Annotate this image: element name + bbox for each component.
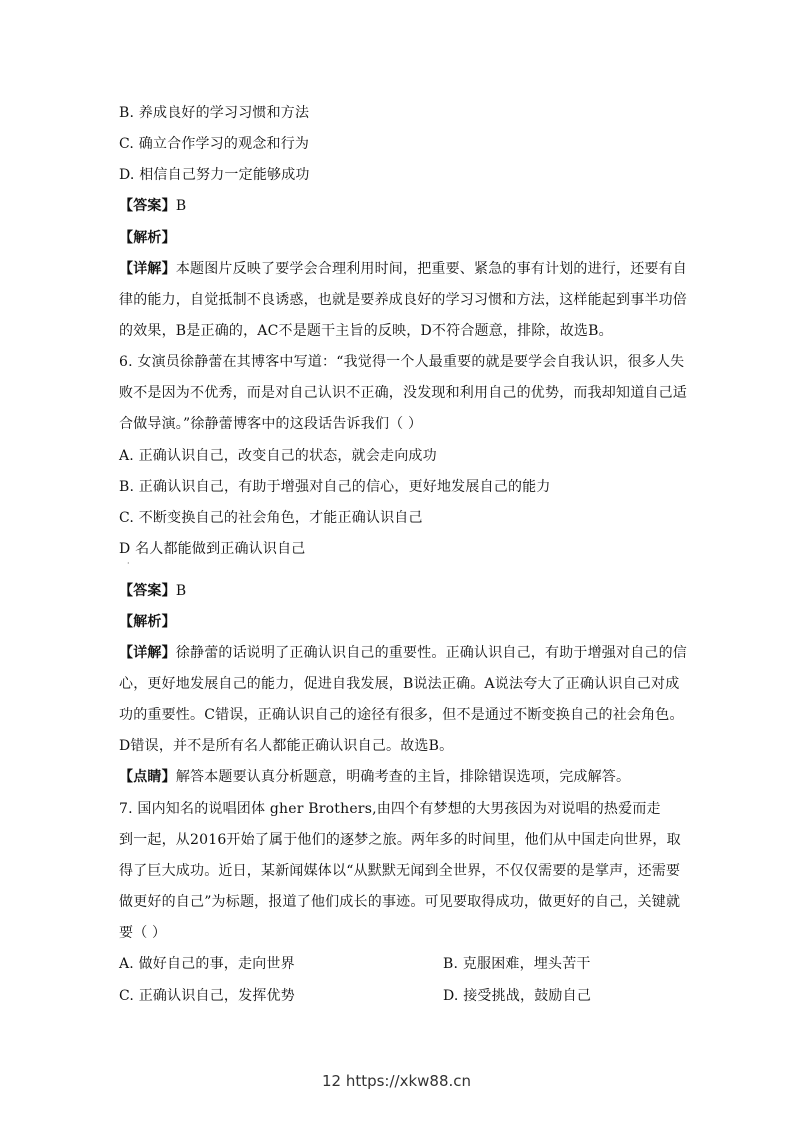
analysis-tag: 【解析】 xyxy=(119,614,176,630)
question-6-line-3: 合做导演。”徐静蕾博客中的这段话告诉我们（ ） xyxy=(119,416,423,432)
detail-line-4-q6: D错误，并不是所有名人都能正确认识自己。故选B。 xyxy=(119,738,454,754)
option-d-q6: D 名人都能做到正确认识自己 xyxy=(119,541,306,557)
option-c-q7: C. 正确认识自己，发挥优势 xyxy=(119,988,295,1004)
detail-line-1-q5 xyxy=(119,260,687,278)
detail-text: 本题图片反映了要学会合理利用时间，把重要、紧急的事有计划的进行，还要有自 xyxy=(175,261,688,277)
analysis-tag-q5 xyxy=(119,229,176,247)
question-7-line-1: 7. 国内知名的说唱团体 gher Brothers,由四个有梦想的大男孩因为对说唱的热爱而走 xyxy=(119,801,661,817)
answer-tag: 【答案】 xyxy=(119,198,176,214)
option-b-q7: B. 克服困难，埋头苦干 xyxy=(443,956,591,972)
option-b-q6: B. 正确认识自己，有助于增强对自己的信心，更好地发展自己的能力 xyxy=(119,479,551,495)
analysis-tag-q6 xyxy=(119,613,176,631)
answer-q5 xyxy=(119,197,186,215)
page-footer: 12 https://xkw88.cn xyxy=(321,1072,472,1090)
hint-q6 xyxy=(119,768,630,786)
question-7-line-4: 做更好的自己”为标题，报道了他们成长的事迹。可见要取得成功，做更好的自己，关键就 xyxy=(119,894,681,910)
detail-line-2-q5: 律的能力，自觉抵制不良诱惑，也就是要养成良好的学习习惯和方法，这样能起到事半功倍 xyxy=(119,292,687,308)
question-7-line-5: 要（ ） xyxy=(119,925,167,941)
detail-line-3-q5: 的效果，B是正确的，AC不是题干主旨的反映，D不符合题意，排除，故选B。 xyxy=(119,323,613,339)
answer-tag: 【答案】 xyxy=(119,583,176,599)
detail-tag: 【详解】 xyxy=(119,645,176,661)
option-a-q7: A. 做好自己的事，走向世界 xyxy=(119,956,295,972)
option-c-q6: C. 不断变换自己的社会角色，才能正确认识自己 xyxy=(119,510,423,526)
question-7-line-2: 到一起，从2016开始了属于他们的逐梦之旅。两年多的时间里，他们从中国走向世界，取 xyxy=(119,832,681,848)
detail-line-2-q6: 心，更好地发展自己的能力，促进自我发展，B说法正确。A说法夸大了正确认识自己对成 xyxy=(119,676,680,692)
detail-tag: 【详解】 xyxy=(119,261,176,277)
option-d-q7: D. 接受挑战，鼓励自己 xyxy=(443,988,592,1004)
question-6-line-1: 6. 女演员徐静蕾在其博客中写道：“我觉得一个人最重要的就是要学会自我认识，很多人失 xyxy=(119,354,685,370)
question-6-line-2: 败不是因为不优秀，而是对自己认识不正确，没发现和利用自己的优势，而我却知道自己适 xyxy=(119,385,687,401)
detail-text: 徐静蕾的话说明了正确认识自己的重要性。正确认识自己，有助于增强对自己的信 xyxy=(175,645,688,661)
answer-value: B xyxy=(175,198,187,214)
option-b-q5: B. 养成良好的学习习惯和方法 xyxy=(119,105,310,121)
option-d-q5: D. 相信自己努力一定能够成功 xyxy=(119,167,310,183)
question-7-line-3: 得了巨大成功。近日，某新闻媒体以“从默默无闻到全世界，不仅仅需要的是掌声，还需要 xyxy=(119,863,681,879)
hint-tag: 【点睛】 xyxy=(119,769,176,785)
detail-line-3-q6: 功的重要性。C错误，正确认识自己的途径有很多，但不是通过不断变换自己的社会角色。 xyxy=(119,707,684,723)
detail-line-1-q6 xyxy=(119,644,687,662)
analysis-tag: 【解析】 xyxy=(119,230,176,246)
stray-dot: · xyxy=(127,559,130,568)
option-c-q5: C. 确立合作学习的观念和行为 xyxy=(119,136,310,152)
answer-q6 xyxy=(119,582,186,600)
answer-value: B xyxy=(175,583,187,599)
hint-text: 解答本题要认真分析题意，明确考查的主旨，排除错误选项，完成解答。 xyxy=(175,769,631,785)
option-a-q6: A. 正确认识自己，改变自己的状态，就会走向成功 xyxy=(119,448,437,464)
